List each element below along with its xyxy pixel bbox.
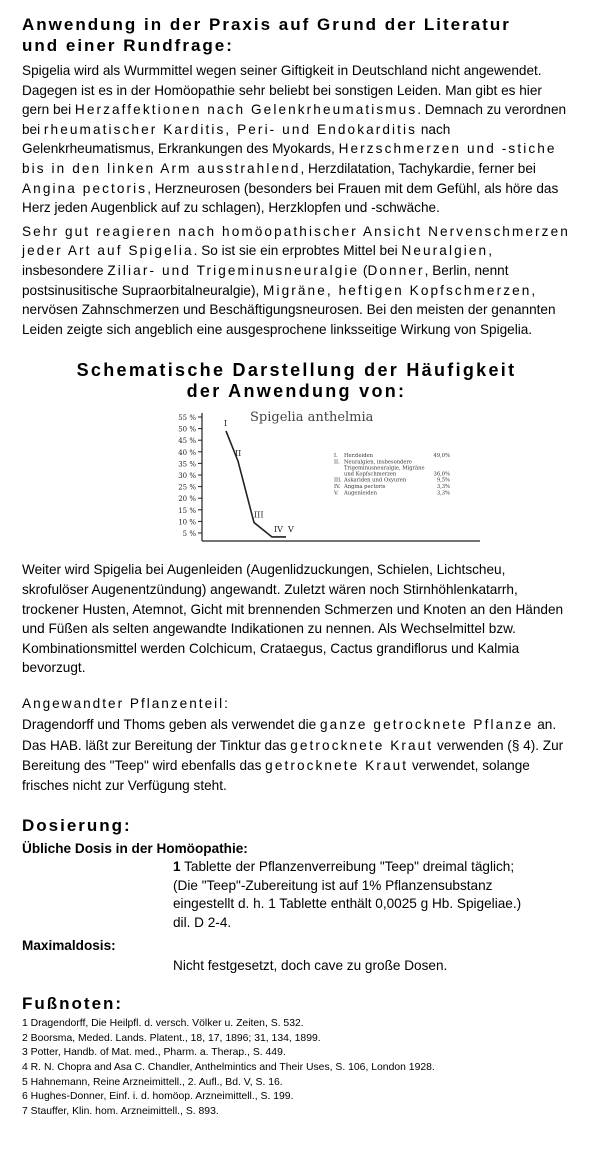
y-tick-label: 20 % [178, 495, 196, 504]
usual-dose-line-4: dil. D 2-4. [173, 915, 232, 931]
plant-part-paragraph-2 [22, 736, 571, 795]
legend-label: Angina pectoris [344, 484, 386, 491]
plant-part-paragraph-1 [22, 715, 571, 735]
text-run: Das HAB. läßt zur Bereitung der Tinktur das [22, 738, 291, 754]
usual-dose-line-1: Tablette der Pflanzenverreibung "Teep" dreimal täglich; [180, 859, 515, 875]
spaced-text: Herzaffektionen nach Gelenkrheumatismus [74, 102, 418, 118]
legend-label: Augenleiden [344, 490, 377, 497]
y-tick-label: 50 % [178, 425, 196, 434]
text-run: an. [533, 716, 557, 732]
heading-line-2: und einer Rundfrage: [22, 36, 234, 55]
footnote-item: 5 Hahnemann, Reine Arzneimittell., 2. Aufl., Bd. V, S. 16. [22, 1076, 283, 1088]
y-tick-label: 10 % [178, 518, 196, 527]
text-run: verwendet, solange frisches nicht zur Verfügung steht. [22, 758, 530, 793]
legend-number: III. [334, 477, 342, 484]
spaced-text: Migräne, heftigen Kopfschmerzen [263, 282, 532, 298]
dosage-heading: Dosierung: [22, 816, 132, 836]
text-run: . Demnach zu verordnen bei [22, 102, 567, 137]
y-tick-label: 55 % [178, 414, 196, 423]
y-tick-label: 30 % [178, 472, 196, 481]
usual-dose-label: Übliche Dosis in der Homöopathie: [22, 841, 248, 857]
point-label: II [235, 449, 242, 459]
usual-dose-number: 1 [173, 859, 181, 875]
y-tick-label: 40 % [178, 449, 196, 458]
footnotes-list [22, 1017, 571, 1119]
footnote-item: 7 Stauffer, Klin. hom. Arzneimittell., S. 893. [22, 1105, 219, 1117]
usual-dose-line-3: eingestellt d. h. 1 Tablette enthält 0,0025 g Hb. Spigeliae.) [173, 896, 522, 912]
text-run: verwenden (§ 4). Zur Bereitung des "Teep" wird ebenfalls das [22, 738, 564, 774]
legend-label [344, 460, 425, 478]
y-tick-label: 45 % [178, 437, 196, 446]
y-tick-label: 5 % [182, 530, 196, 539]
point-label: V [288, 525, 294, 535]
text-run: , insbesondere [22, 243, 492, 278]
further-indications-paragraph: Weiter wird Spigelia bei Augenleiden (Augenlidzuckungen, Schielen, Lichtscheu, skrofulöser Augenentzündung) angewandt. Zuletzt wären noch Stirnhöhlenkatarrh, trockener Husten, Atemnot, Gicht mit brennenden Schmerzen und Knoten an den Händen und Füßen als selten angewandte Indikationen zu nennen. Als Wechselmittel bzw. Kombinationsmittel werden Colchicum, Crataegus, Cactus grandiflorus und Kalmia bevorzugt. [22, 562, 564, 676]
footnote-item: 1 Dragendorff, Die Heilpfl. d. versch. Völker u. Zeiten, S. 532. [22, 1018, 304, 1030]
footnotes-heading: Fußnoten: [22, 994, 124, 1014]
text-run: , nervösen Zahnschmerzen und Beschäftigungsneurosen. Bei den meisten der genannten Leiden zeigte sich angeblich eine ausgesprochene linksseitige Wirkung von Spigelia. [22, 282, 556, 337]
legend-number: I. [334, 453, 338, 460]
footnote-item: 2 Boorsma, Meded. Lands. Platent., 18, 17, 1896; 31, 134, 1899. [22, 1032, 321, 1044]
spaced-text: Herzschmerzen und -stiche bis in den linken Arm ausstrahlend [22, 141, 557, 176]
spaced-text: Ziliar- und Trigeminusneuralgie [107, 262, 360, 278]
legend-value: 3,3% [436, 484, 450, 491]
text-run: Spigelia wird als Wurmmittel wegen seiner Giftigkeit in Deutschland nicht angewendet. Dagegen ist es in der Homöopathie sehr beliebt bei sonstigen Leiden. Man gibt es hier gern bei [22, 63, 542, 118]
legend-label: Askariden und Oxyuren [344, 477, 407, 484]
y-tick-label: 25 % [178, 483, 196, 492]
legend-number: V. [334, 490, 339, 497]
chart-heading [22, 360, 571, 402]
max-dose-label: Maximaldosis: [22, 937, 116, 953]
text-run: . So ist sie ein erprobtes Mittel bei [193, 243, 402, 259]
spaced-text: Neuralgien [401, 243, 489, 259]
legend-value: 3,3% [436, 490, 450, 497]
text-run: ( [359, 262, 368, 278]
spaced-text: Angina pectoris [22, 180, 148, 196]
legend-number: II. [334, 459, 340, 466]
spaced-text: Sehr gut reagieren nach homöopathischer Ansicht Nervenschmerzen jeder Art auf Spigelia [22, 223, 570, 259]
series-line [226, 431, 286, 537]
spaced-text: getrocknete Kraut [265, 758, 409, 774]
footnote-item: 3 Potter, Handb. of Mat. med., Pharm. a. Therap., S. 449. [22, 1047, 286, 1059]
spaced-text: ganze getrocknete Pflanze [320, 716, 534, 732]
chart-title: Spigelia anthelmia [250, 410, 374, 426]
spaced-text: rheumatischer Karditis, Peri- und Endokarditis [43, 121, 418, 137]
footnote-item: 6 Hughes-Donner, Einf. i. d. homöop. Arzneimittell., S. 199. [22, 1091, 294, 1103]
text-run: , Berlin, nennt postsinusitische Supraorbitalneuralgie), [22, 262, 509, 298]
spaced-text: Donner [367, 262, 425, 278]
practice-paragraph-1 [22, 61, 571, 218]
point-label: III [254, 510, 264, 520]
y-tick-label: 35 % [178, 460, 196, 469]
y-tick-label: 15 % [178, 507, 196, 516]
frequency-chart-svg [150, 407, 490, 552]
legend-label-line: und Kopfschmerzen [344, 471, 397, 478]
text-run: , Herzdilatation, Tachykardie, ferner bei [300, 160, 536, 176]
usual-dose-line-2: (Die "Teep"-Zubereitung ist auf 1% Pflanzensubstanz [173, 877, 493, 893]
usual-dose-text [173, 858, 571, 932]
legend-label-line: Trigeminusneuralgie, Migräne [344, 465, 425, 472]
text-run: , Herzneurosen (besonders bei Frauen mit dem Gefühl, als höre das Herz jeden Augenblick auf zu schlagen), Herzklopfen und -schwäche. [22, 180, 559, 216]
footnote-item: 4 R. N. Chopra and Asa C. Chandler, Anthelmintics and Their Uses, S. 106, London 1928. [22, 1062, 435, 1073]
text-run: nach Gelenkrheumatismus, Erkrankungen des Myokards, [22, 121, 451, 157]
legend-label: Herzleiden [344, 453, 373, 460]
spaced-text: getrocknete Kraut [290, 738, 434, 754]
frequency-chart [150, 407, 490, 552]
legend-label-line: Neuralgien, insbesondere [344, 459, 412, 466]
plant-part-heading: Angewandter Pflanzenteil: [22, 695, 230, 711]
section-heading-practice [22, 0, 571, 56]
chart-heading-line-2: der Anwendung von: [186, 381, 407, 402]
point-label: IV [274, 525, 283, 535]
practice-paragraph-2 [22, 222, 571, 340]
legend-value: 9,5% [436, 477, 450, 484]
heading-line-1: Anwendung in der Praxis auf Grund der Literatur [22, 15, 511, 34]
max-dose-text: Nicht festgesetzt, doch cave zu große Dosen. [173, 957, 448, 973]
point-label: I [224, 419, 228, 429]
chart-heading-line-1: Schematische Darstellung der Häufigkeit [76, 360, 517, 381]
text-run: Dragendorff und Thoms geben als verwendet die [22, 716, 320, 732]
legend-value: 36,0% [433, 471, 450, 478]
legend-number: IV. [334, 484, 341, 491]
legend-value: 49,0% [433, 453, 450, 460]
